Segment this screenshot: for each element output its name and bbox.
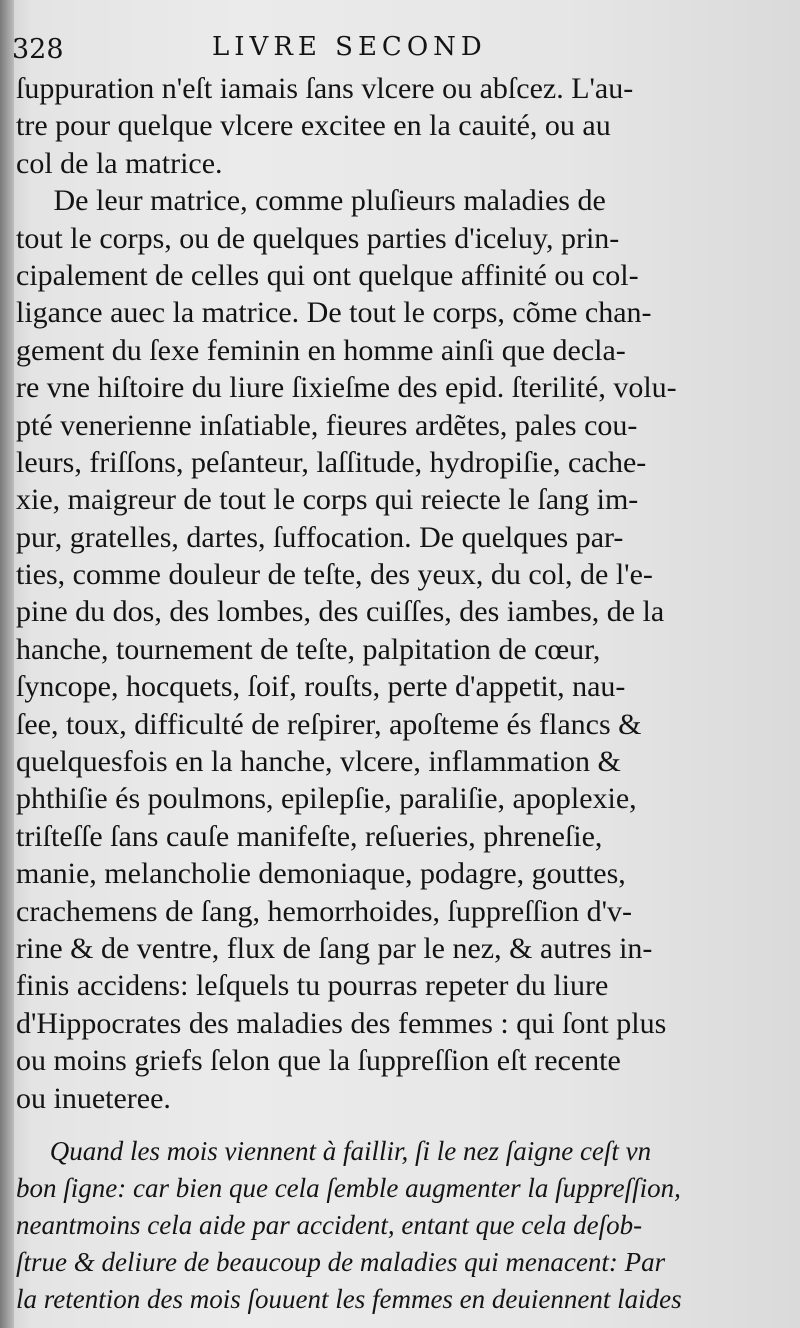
- italic-text-line: ſtrue & deliure de beaucoup de maladies qui menacent: Par: [16, 1246, 666, 1277]
- page-gutter-shadow: [0, 0, 14, 1328]
- text-line: cipalement de celles qui ont quelque affinité ou col-: [16, 258, 639, 292]
- text-line: quelquesfois en la hanche, vlcere, inflammation &: [16, 745, 621, 779]
- text-line: hanche, tournement de teſte, palpitation de cœur,: [16, 632, 601, 666]
- text-line: ou inueteree.: [16, 1081, 171, 1115]
- text-line: ſee, toux, difficulté de reſpirer, apoſteme és flancs &: [16, 707, 642, 741]
- italic-text-line: bon ſigne: car bien que cela ſemble augmenter la ſuppreſſion,: [16, 1172, 681, 1203]
- text-line: ſuppuration n'eſt iamais ſans vlcere ou abſcez. L'au-: [16, 72, 634, 105]
- text-line: gement du ſexe feminin en homme ainſi que decla-: [16, 333, 626, 367]
- text-line: ties, comme douleur de teſte, des yeux, du col, de l'e-: [16, 558, 653, 592]
- page-header: [12, 28, 772, 72]
- text-line: ou moins griefs ſelon que la ſuppreſſion eſt recente: [16, 1044, 621, 1078]
- italic-note-block: [16, 1133, 738, 1318]
- running-head: LIVRE SECOND: [212, 32, 487, 62]
- text-line: xie, maigreur de tout le corps qui reiecte le ſang im-: [16, 483, 639, 517]
- italic-text-line: neantmoins cela aide par accident, entant que cela deſob-: [16, 1209, 643, 1240]
- italic-text-line: Quand les mois viennent à faillir, ſi le nez ſaigne ceſt vn: [16, 1135, 652, 1166]
- text-line: ſyncope, hocquets, ſoif, rouſts, perte d'appetit, nau-: [16, 670, 626, 704]
- italic-text-line: la retention des mois ſouuent les femmes en deuiennent laides: [16, 1283, 682, 1314]
- text-line: d'Hippocrates des maladies des femmes : qui ſont plus: [16, 1006, 667, 1040]
- text-line: leurs, friſſons, peſanteur, laſſitude, hydropiſie, cache-: [16, 445, 647, 479]
- text-line: manie, melancholie demoniaque, podagre, gouttes,: [16, 857, 626, 891]
- text-line: finis accidens: leſquels tu pourras repeter du liure: [16, 969, 609, 1003]
- text-line: pine du dos, des lombes, des cuiſſes, des iambes, de la: [16, 595, 665, 629]
- page-body: [16, 70, 738, 1318]
- text-line: rine & de ventre, flux de ſang par le nez, & autres in-: [16, 931, 653, 965]
- text-line: re vne hiſtoire du liure ſixieſme des epid. ſterilité, volu-: [16, 371, 677, 405]
- text-line: col de la matrice.: [16, 146, 223, 180]
- text-line: pur, gratelles, dartes, ſuffocation. De quelques par-: [16, 520, 624, 554]
- text-line: tout le corps, ou de quelques parties d'iceluy, prin-: [16, 221, 620, 255]
- page-number: 328: [12, 34, 64, 65]
- text-line: crachemens de ſang, hemorrhoides, ſuppreſſion d'v-: [16, 894, 633, 928]
- text-line: phthiſie és poulmons, epilepſie, paraliſie, apoplexie,: [16, 782, 637, 816]
- text-line: pté venerienne inſatiable, fieures ardẽtes, pales cou-: [16, 408, 638, 442]
- text-line: tre pour quelque vlcere excitee en la cauité, ou au: [16, 109, 611, 143]
- roman-text-block: [16, 70, 738, 1117]
- text-line: ligance auec la matrice. De tout le corps, cõme chan-: [16, 296, 652, 330]
- text-line: triſteſſe ſans cauſe manifeſte, reſueries, phreneſie,: [16, 819, 603, 853]
- text-line: De leur matrice, comme pluſieurs maladies de: [16, 184, 606, 218]
